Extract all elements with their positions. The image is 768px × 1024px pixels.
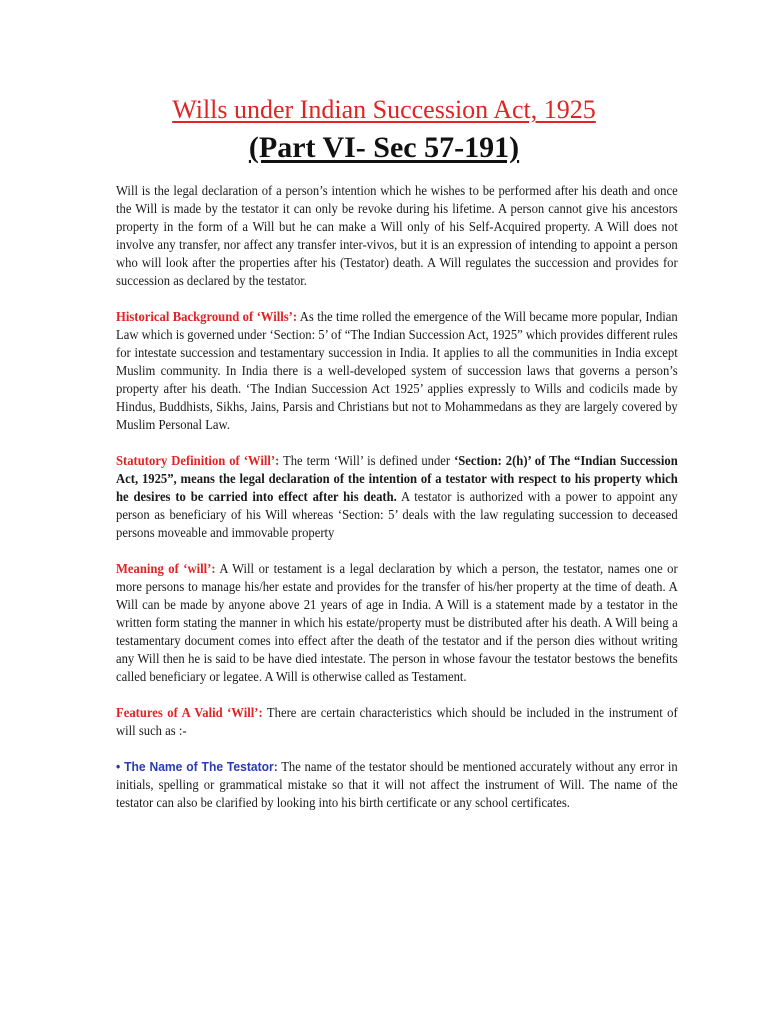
document-subtitle: (Part VI- Sec 57-191): [248, 131, 520, 164]
document-body: [116, 182, 678, 830]
meaning-paragraph: [116, 560, 678, 686]
statutory-definition-bold: ‘Section: 2(h)’ of The “Indian Succession Act, 1925”, means the legal declaration of the intention of a testator with respect to his property which he desires to be carried into effect after his death.: [116, 453, 678, 504]
statutory-heading: Statutory Definition of ‘Will’:: [116, 453, 280, 468]
name-of-testator-heading: • The Name of The Testator:: [116, 759, 278, 774]
meaning-heading: Meaning of ‘will’:: [116, 561, 216, 576]
name-of-testator-paragraph: [116, 758, 678, 812]
features-heading: Features of A Valid ‘Will’:: [116, 705, 263, 720]
historical-heading: Historical Background of ‘Wills’:: [116, 309, 298, 324]
document-title: Wills under Indian Succession Act, 1925: [172, 95, 596, 124]
features-text: There are certain characteristics which should be included in the instrument of will such as :-: [116, 705, 678, 738]
statutory-text-1: The term ‘Will’ is defined under: [279, 453, 455, 468]
features-paragraph: [116, 704, 678, 740]
intro-paragraph: Will is the legal declaration of a person’s intention which he wishes to be performed after his death and once the Will is made by the testator it can only be revoke during his lifetime. A person cannot give his ancestors property in the form of a Will but he can make a Will only of his Self-Acquired property. A Will does not involve any transfer, nor affect any transfer inter-vivos, but it is an expression of intending to appoint a person who will look after the properties after his (Testator) death. A Will regulates the succession and provides for succession as declared by the testator.: [116, 183, 678, 288]
statutory-paragraph: [116, 452, 678, 542]
name-of-testator-text: The name of the testator should be mentioned accurately without any error in initials, spelling or grammatical mistake so that it will not affect the instrument of Will. The name of the testator can also be clarified by looking into his birth certificate or any school certificates.: [116, 759, 678, 810]
meaning-text: A Will or testament is a legal declaration by which a person, the testator, names one or more persons to manage his/her estate and provides for the transfer of his/her property at the time of death. A Will can be made by anyone above 21 years of age in India. A Will is a statement made by a testator in the written form stating the manner in which his estate/property must be distributed after his death. A Will being a testamentary document comes into effect after the death of the testator and if the person dies without writing any Will then he is said to be have died intestate. The person in whose favour the testator bestows the benefits called beneficiary or legatee. A Will is otherwise called as Testament.: [116, 561, 678, 684]
historical-paragraph: [116, 308, 678, 434]
statutory-text-2: A testator is authorized with a power to appoint any person as beneficiary of his Will whereas ‘Section: 5’ deals with the law regulating succession to deceased persons moveable and immovable property: [116, 489, 678, 540]
historical-text: As the time rolled the emergence of the Will became more popular, Indian Law which is governed under ‘Section: 5’ of “The Indian Succession Act, 1925” which provides different rules for intestate succession and testamentary succession in India. It applies to all the communities in India except Muslim community. In India there is a well-developed system of succession laws that governs a person’s property after his death. ‘The Indian Succession Act 1925’ applies expressly to Wills and codicils made by Hindus, Buddhists, Sikhs, Jains, Parsis and Christians but not to Mohammedans as they are largely covered by Muslim Personal Law.: [116, 309, 678, 432]
